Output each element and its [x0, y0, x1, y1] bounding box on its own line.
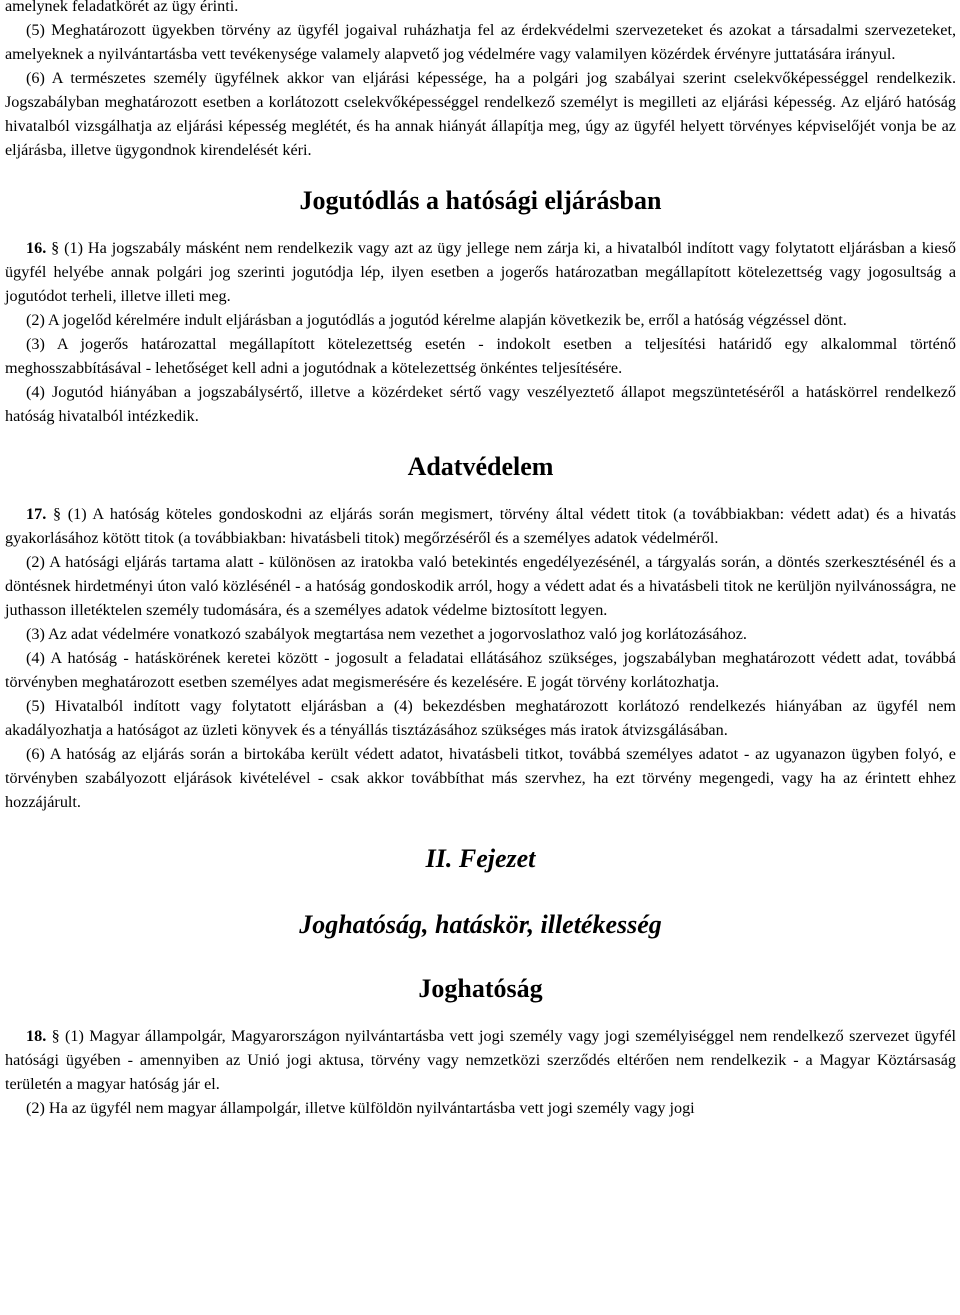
- chapter-label: II. Fejezet: [425, 844, 536, 873]
- section-heading-jogutodlas: Jogutódlás a hatósági eljárásban: [299, 186, 662, 215]
- paragraph-17-2: (2) A hatósági eljárás tartama alatt - különösen az iratokba való betekintés engedélyezésénél, a tárgyalás során, a döntés szerkesztésénél és a döntésnek hirdetményi úton való közlésénél - a hatóság gondoskodik arról, hogy a védett adat és a hivatásbeli titok ne kerüljön nyilvánosságra, ne juthasson illetéktelen személy tudomására, és a személyes adatok védelme biztosított legyen.: [5, 553, 956, 619]
- paragraph-17-5: (5) Hivatalból indított vagy folytatott eljárásban a (4) bekezdésben meghatározott korlátozó rendelkezés hiányában az ügyfél nem akadályozhatja a hatóságot az üzleti könyvek és a tényállás tisztázásához szükséges más iratok átvizsgálásában.: [5, 697, 956, 739]
- chapter-title: Joghatóság, hatáskör, illetékesség: [299, 910, 662, 939]
- paragraph-18-2: (2) Ha az ügyfél nem magyar állampolgár, illetve külföldön nyilvántartásba vett jogi személy vagy jogi: [26, 1099, 695, 1117]
- paragraph-16-3: (3) A jogerős határozattal megállapított kötelezettség esetén - indokolt esetben a teljesítési határidő egy alkalommal történő meghosszabbításával - lehetőséget kell adni a jogutódnak a kötelezettség önkéntes teljesítésére.: [5, 335, 956, 377]
- paragraph-17-3: (3) Az adat védelmére vonatkozó szabályok megtartása nem vezethet a jogorvoslathoz való jog korlátozásához.: [26, 625, 747, 643]
- paragraph-continuation: amelynek feladatkörét az ügy érinti.: [5, 0, 239, 15]
- paragraph-17-4: (4) A hatóság - hatáskörének keretei között - jogosult a feladatai ellátásához szükséges, jogszabályban meghatározott védett adat, továbbá törvényben meghatározott esetben személyes adat megismerésére és kezelésére. E jogát törvény korlátozhatja.: [5, 649, 956, 691]
- section-number-16: 16.: [26, 239, 47, 257]
- paragraph-16-4: (4) Jogutód hiányában a jogszabálysértő, illetve a közérdeket sértő vagy veszélyeztető állapot megszüntetéséről a hatáskörrel rendelkező hatóság hivatalból intézkedik.: [5, 383, 956, 425]
- paragraph-15-6: (6) A természetes személy ügyfélnek akkor van eljárási képessége, ha a polgári jog szabályai szerint cselekvőképességgel rendelkezik. Jogszabályban meghatározott esetben a korlátozott cselekvőképességgel rendelkező személyt is megilleti az eljárási képesség. Az eljáró hatóság hivatalból vizsgálhatja az eljárási képesség meglétét, és ha annak hiányát állapítja meg, úgy az ügyfél helyett törvényes képviselőjét vonja be az eljárásba, illetve ügygondnok kirendelését kéri.: [5, 69, 956, 159]
- paragraph-15-5: (5) Meghatározott ügyekben törvény az ügyfél jogaival ruházhatja fel az érdekvédelmi szervezeteket és azokat a társadalmi szervezeteket, amelyeknek a nyilvántartásba vett tevékenysége valamely alapvető jog védelmére vagy valamilyen közérdek érvényre juttatására irányul.: [5, 21, 956, 63]
- section-number-18: 18.: [26, 1027, 47, 1045]
- paragraph-18-1: 18. § (1) Magyar állampolgár, Magyarországon nyilvántartásba vett jogi személy vagy jogi személyiséggel nem rendelkező szervezet ügyfél hatósági ügyében - amennyiben az Unió jogi aktusa, törvény vagy nemzetközi szerződés eltérően nem rendelkezik - a Magyar Köztársaság területén a magyar hatóság jár el.: [5, 1027, 957, 1093]
- paragraph-16-2: (2) A jogelőd kérelmére indult eljárásban a jogutódlás a jogutód kérelme alapján következik be, erről a hatóság végzéssel dönt.: [26, 311, 847, 329]
- section-heading-adatvedelem: Adatvédelem: [407, 452, 554, 481]
- paragraph-17-1: 17. § (1) A hatóság köteles gondoskodni az eljárás során megismert, törvény által védett titok (a továbbiakban: védett adat) és a hivatás gyakorlásához kötött titok (a továbbiakban: hivatásbeli titok) megőrzéséről és a személyes adatok védelméről.: [5, 505, 956, 547]
- section-heading-joghatosag: Joghatóság: [418, 974, 543, 1003]
- paragraph-17-6: (6) A hatóság az eljárás során a birtokába került védett adatot, hivatásbeli titkot, továbbá személyes adatot - az ugyanazon ügyben folyó, e törvényben szabályozott eljárások kivételével - csak akkor továbbíthat más szervhez, ha ezt törvény megengedi, vagy ha az érintett ehhez hozzájárult.: [5, 745, 956, 811]
- section-number-17: 17.: [26, 505, 47, 523]
- paragraph-16-1: 16. § (1) Ha jogszabály másként nem rendelkezik vagy azt az ügy jellege nem zárja ki, a hivatalból indított vagy folytatott eljárásban a kieső ügyfél helyébe annak polgári jog szerinti jogutódja lép, ilyen esetben a jogerős határozatban megállapított kötelezettség vagy jogosultság a jogutódot terheli, illetve illeti meg.: [5, 239, 956, 305]
